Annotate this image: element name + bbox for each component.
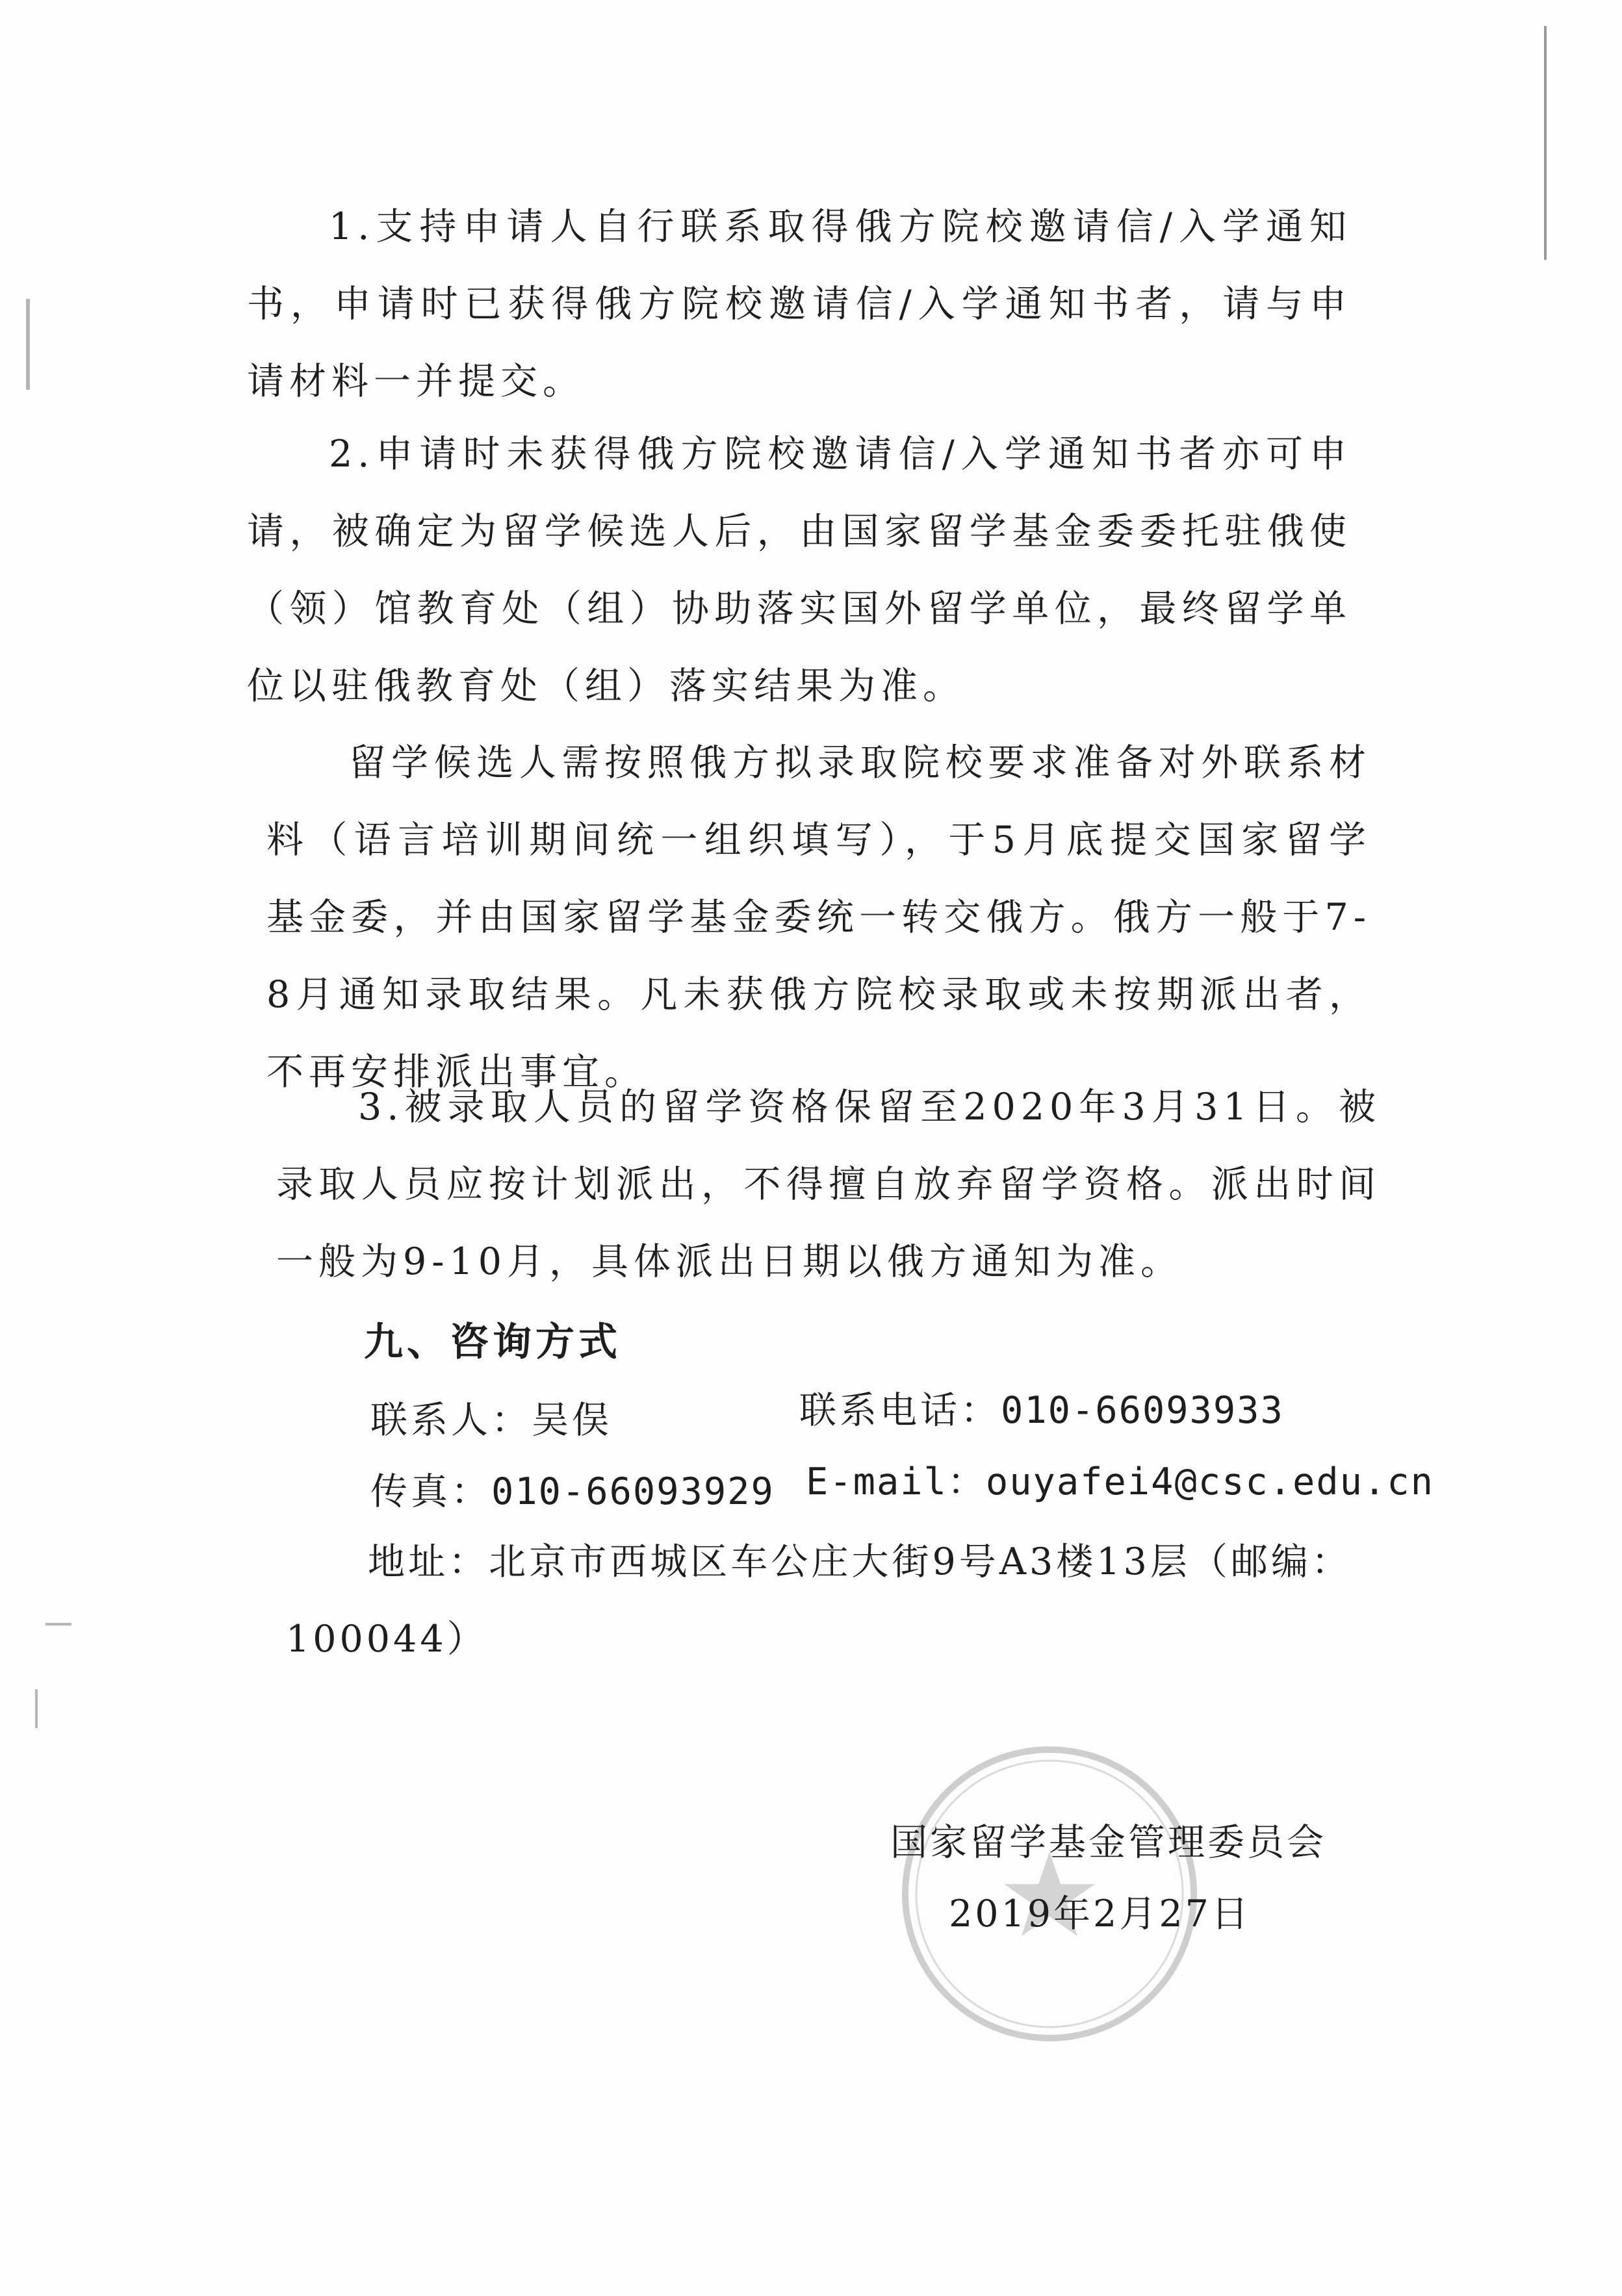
contact-address-label: 地址： [368,1540,489,1583]
contact-fax-label: 传真： [370,1470,491,1513]
scan-mark [35,1689,38,1728]
contact-phone [799,1381,1284,1434]
signature-organization: 国家留学基金管理委员会 [890,1821,1326,1864]
contact-email [806,1452,1434,1505]
scan-mark [26,299,30,390]
contact-person [370,1390,612,1444]
paragraph-1: 1.支持申请人自行联系取得俄方院校邀请信/入学通知书，申请时已获得俄方院校邀请信/入学通知书者，请与申请材料一并提交。 [247,205,1352,403]
contact-person-name: 吴俣 [532,1399,612,1442]
scan-edge-line [1544,26,1547,260]
contact-phone-number: 010-66093933 [1001,1389,1284,1432]
section-heading: 九、咨询方式 [364,1320,621,1365]
contact-email-address: ouyafei4@csc.edu.cn [985,1461,1434,1503]
contact-email-label: E-mail： [806,1461,986,1503]
paragraph-2: 2.申请时未获得俄方院校邀请信/入学通知书者亦可申请，被确定为留学候选人后，由国家留学基金委委托驻俄使（领）馆教育处（组）协助落实国外留学单位，最终留学单位以驻俄教育处（组）落实结果为准。 [247,433,1352,708]
contact-phone-label: 联系电话： [799,1389,1001,1432]
paragraph-3: 留学候选人需按照俄方拟录取院校要求准备对外联系材料（语言培训期间统一组织填写），于5月底提交国家留学基金委，并由国家留学基金委统一转交俄方。俄方一般于7-8月通知录取结果。凡未获俄方院校录取或未按期派出者，不再安排派出事宜。 [266,741,1371,1093]
signature-date: 2019年2月27日 [949,1893,1251,1935]
contact-fax [370,1462,775,1515]
contact-fax-number: 010-66093929 [491,1470,775,1513]
contact-person-label: 联系人： [370,1399,532,1442]
contact-address-value: 北京市西城区车公庄大街9号A3楼13层（邮编：100044） [286,1540,1352,1661]
scan-mark [45,1623,71,1626]
paragraph-4: 3.被录取人员的留学资格保留至2020年3月31日。被录取人员应按计划派出，不得擅自放弃留学资格。派出时间一般为9-10月，具体派出日期以俄方通知为准。 [276,1086,1381,1283]
contact-address [286,1524,1352,1678]
